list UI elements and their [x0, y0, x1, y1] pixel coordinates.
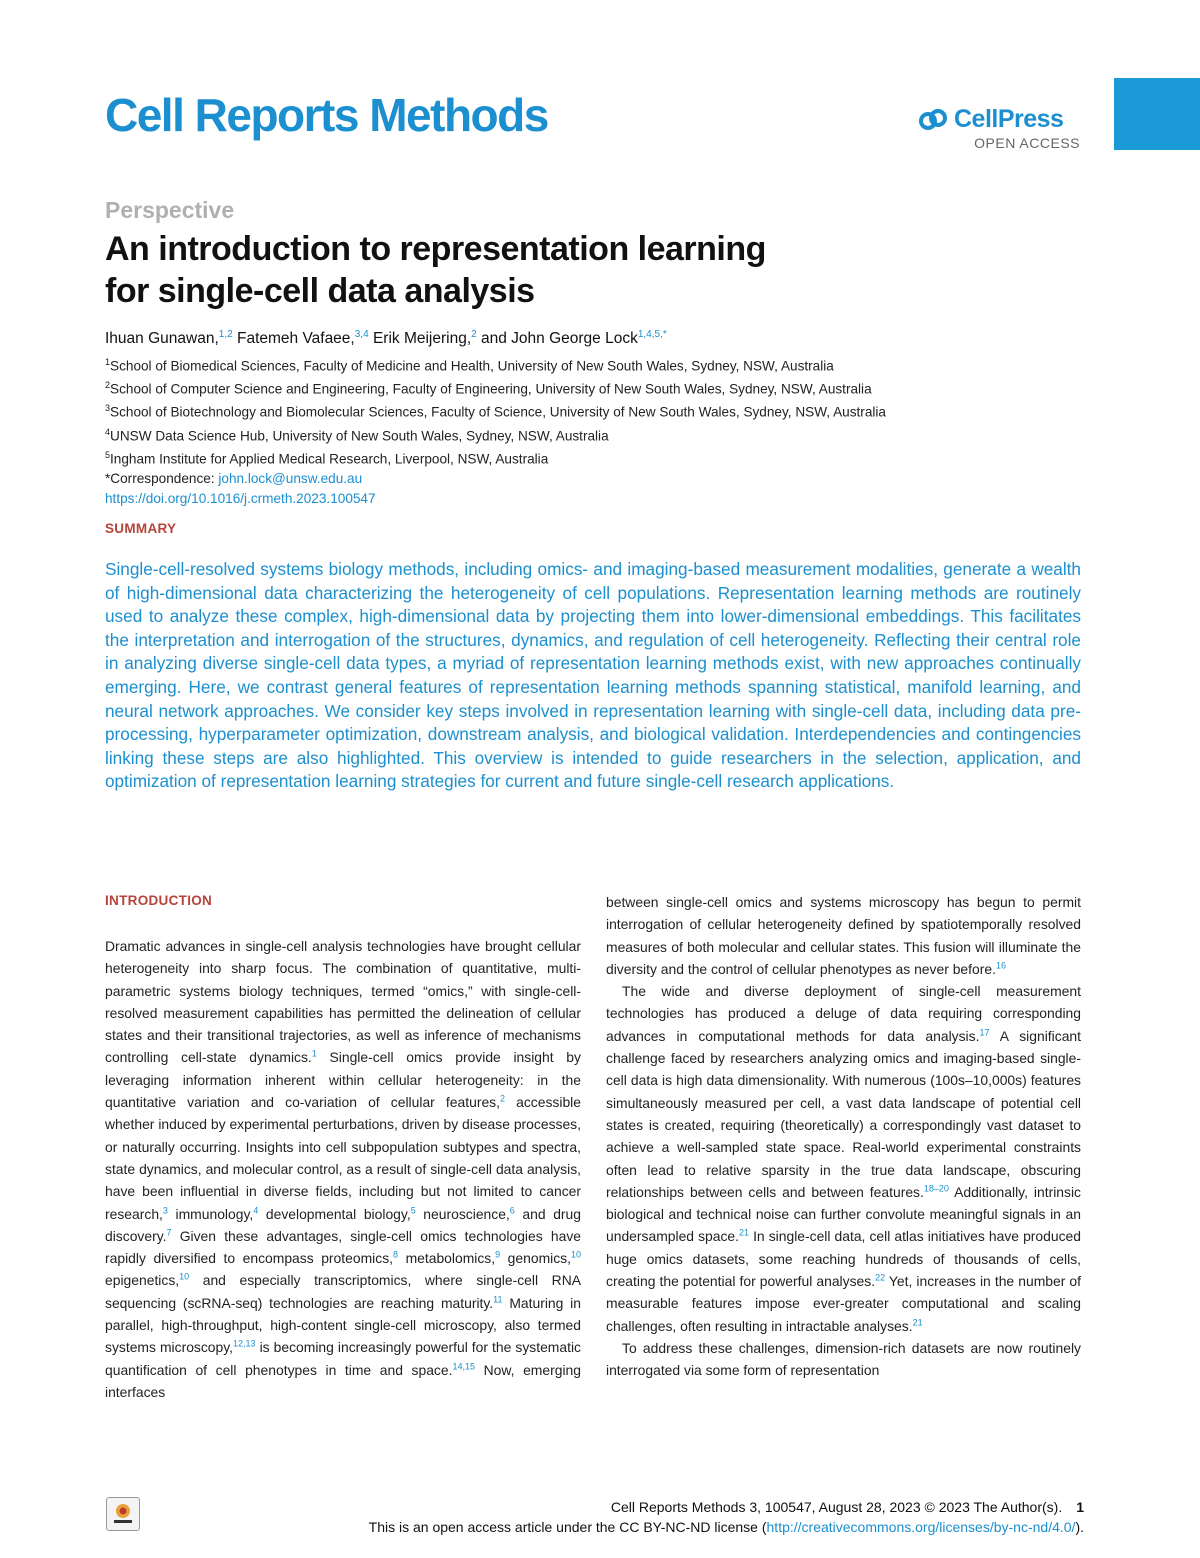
citation-ref[interactable]: 21 — [739, 1227, 750, 1238]
author-list — [105, 329, 667, 348]
text-run: and especially transcriptomics, where single-cell RNA sequencing (scRNA-seq) technologies are reaching maturity. — [105, 1272, 581, 1311]
journal-cover-icon — [107, 1498, 139, 1530]
author-name: Erik Meijering, — [368, 330, 472, 348]
text-run: and drug discovery. — [105, 1205, 582, 1244]
citation-ref[interactable]: 14,15 — [452, 1361, 475, 1372]
summary-heading: SUMMARY — [105, 521, 177, 536]
open-access-label: OPEN ACCESS — [974, 135, 1080, 151]
affiliation: $^3$School of Biotechnology and Biomolecular Sciences, Faculty of Science, University of New South Wales, Sydney, NSW, Australia — [105, 403, 886, 420]
text-run: Additionally, intrinsic biological and technical noise can further convolute meaningful signals in an undersampled space. — [606, 1183, 1081, 1245]
citation-ref[interactable]: 2 — [499, 1093, 505, 1104]
author-affil-ref[interactable]: 1,4,5,* — [637, 329, 667, 340]
text-run: To address these challenges, dimension-rich datasets are now routinely interrogated via some form of representation — [606, 1339, 1081, 1379]
text-run: Single-cell omics provide insight by leveraging information inherent within cellular heterogeneity: in the quantitative variation and co-variation of cellular features, — [105, 1049, 581, 1111]
citation-ref[interactable]: 5 — [410, 1204, 416, 1215]
intro-left-column — [105, 935, 581, 1403]
text-run: A significant challenge faced by researchers analyzing omics and imaging-based single-cell data is high data dimensionality. With numerous (100s–10,000s) features simultaneously measured per cell, a vast data landscape of potential cell states is created, requiring (theoretically) a correspondingly vast dataset to achieve a well-sampled state space. Real-world experimental constraints often lead to relative sparsity in the true data landscape, obscuring relationships between cells and between features. — [606, 1027, 1082, 1200]
citation-ref[interactable]: 10 — [179, 1271, 190, 1282]
text-run: between single-cell omics and systems microscopy has begun to permit interrogation of cellular heterogeneity defined by spatiotemporally resolved measures of both molecular and cellular states. This fusion will illuminate the diversity and the control of cellular phenotypes as never before. — [606, 894, 1081, 977]
text-run: developmental biology, — [258, 1205, 411, 1222]
affiliation: $^4$UNSW Data Science Hub, University of New South Wales, Sydney, NSW, Australia — [105, 426, 609, 444]
author-affil-ref[interactable]: 3,4 — [354, 329, 369, 340]
citation-ref[interactable]: 8 — [393, 1249, 399, 1260]
license-link[interactable]: http://creativecommons.org/licenses/by-nc-nd/4.0/ — [766, 1519, 1076, 1535]
text-run: Given these advantages, single-cell omics technologies have rapidly diversified to encompass proteomics, — [105, 1227, 581, 1267]
text-run: neuroscience, — [415, 1205, 510, 1222]
doi-link[interactable]: https://doi.org/10.1016/j.crmeth.2023.100547 — [105, 490, 376, 506]
citation-ref[interactable]: 12,13 — [233, 1338, 256, 1349]
citation-ref[interactable]: 10 — [570, 1249, 581, 1260]
citation-ref[interactable]: 6 — [509, 1204, 515, 1215]
summary-text: Single-cell-resolved systems biology methods, including omics- and imaging-based measurement modalities, generate a wealth of high-dimensional data characterizing the heterogeneity of cell populations. Representation learning methods are routinely used to analyze these complex, high-dimensional data by projecting them into lower-dimensional embeddings. This facilitates the interpretation and interrogation of the structures, dynamics, and regulation of cell heterogeneity. Reflecting their central role in analyzing diverse single-cell data types, a myriad of representation learning methods exist, with new approaches continually emerging. Here, we contrast general features of representation learning methods spanning statistical, manifold learning, and neural network approaches. We consider key steps involved in representation learning with single-cell data, including data pre-processing, hyperparameter optimization, downstream analysis, and biological validation. Interdependencies and contingencies linking these steps are also highlighted. This overview is intended to guide researchers in the selection, application, and optimization of representation learning strategies for current and future single-cell research applications. — [105, 559, 1081, 792]
affiliation-list — [105, 353, 886, 509]
footer-license — [369, 1519, 1084, 1535]
citation-ref[interactable]: 18–20 — [923, 1183, 949, 1194]
citation-ref[interactable]: 9 — [495, 1249, 501, 1260]
author-affil-ref[interactable]: 1,2 — [218, 329, 233, 340]
title-line: An introduction to representation learning — [105, 230, 766, 268]
citation-text: Cell Reports Methods 3, 100547, August 28, 2023 © 2023 The Author(s). — [610, 1499, 1063, 1515]
text-run: is becoming increasingly powerful for the systematic quantification of cell phenotypes in time and space. — [105, 1339, 581, 1378]
journal-title: Cell Reports Methods — [105, 89, 548, 141]
text-run: genomics, — [500, 1250, 571, 1267]
footer-citation — [611, 1499, 1084, 1515]
article-title — [105, 228, 766, 312]
citation-ref[interactable]: 16 — [995, 960, 1006, 971]
article-type: Perspective — [105, 197, 235, 223]
text-run: In single-cell data, cell atlas initiatives have produced huge omics datasets, some reaching hundreds of thousands of cells, creating the potential for powerful analyses. — [606, 1228, 1081, 1290]
license-prefix: This is an open access article under the CC BY-NC-ND license ( — [368, 1519, 767, 1535]
text-run: Maturing in parallel, high-throughput, high-content single-cell microscopy, also termed systems microscopy, — [105, 1294, 581, 1356]
doi — [105, 489, 886, 509]
citation-ref[interactable]: 3 — [162, 1204, 168, 1215]
citation-ref[interactable]: 11 — [493, 1294, 503, 1305]
text-run: Yet, increases in the number of measurable features impose ever-greater computational and scaling challenges, often resulting in intractable analyses. — [606, 1273, 1082, 1334]
affiliation: $^2$School of Computer Science and Engineering, Faculty of Engineering, University of New South Wales, Sydney, NSW, Australia — [105, 380, 872, 397]
page-number: 1 — [1076, 1499, 1084, 1515]
license-suffix: ). — [1075, 1519, 1084, 1535]
text-run: accessible whether induced by experimental perturbations, driven by disease processes, or naturally occurring. Insights into cell subpopulation subtypes and spectra, state dynamics, and molecular control, as a result of single-cell data analysis, have been influential in diverse fields, including but not limited to cancer research, — [105, 1094, 581, 1222]
author-name: Fatemeh Vafaee, — [232, 330, 355, 348]
footer-journal-logo — [106, 1497, 140, 1531]
citation-ref[interactable]: 1 — [311, 1048, 317, 1059]
text-run: metabolomics, — [398, 1250, 496, 1267]
citation-ref[interactable]: 4 — [253, 1204, 259, 1215]
text-run: immunology, — [167, 1205, 254, 1222]
author-affil-ref[interactable]: 2 — [471, 329, 477, 340]
title-line: for single-cell data analysis — [105, 272, 535, 310]
author-name: and John George Lock — [476, 330, 638, 348]
citation-ref[interactable]: 17 — [979, 1027, 990, 1038]
citation-ref[interactable]: 21 — [912, 1317, 923, 1328]
text-run: epigenetics, — [105, 1272, 180, 1289]
citation-ref[interactable]: 22 — [875, 1272, 886, 1283]
introduction-heading: INTRODUCTION — [105, 893, 213, 908]
cellpress-name: CellPress — [954, 105, 1064, 133]
intro-paragraph — [105, 935, 581, 1403]
correspondence-email-link[interactable]: john.lock@unsw.edu.au — [218, 471, 363, 487]
correspondence-label: *Correspondence: — [105, 471, 219, 487]
affiliation: $^5$Ingham Institute for Applied Medical Research, Liverpool, NSW, Australia — [105, 449, 549, 467]
intro-paragraph — [606, 980, 1081, 1337]
citation-ref[interactable]: 7 — [166, 1227, 172, 1238]
text-run: The wide and diverse deployment of single-cell measurement technologies has produced a deluge of data requiring corresponding advances in computational methods for data analysis. — [606, 983, 1081, 1044]
cellpress-logo[interactable] — [918, 105, 1063, 134]
author-name: Ihuan Gunawan, — [105, 330, 219, 348]
correspondence — [105, 469, 886, 489]
affiliation: $^1$School of Biomedical Sciences, Faculty of Medicine and Health, University of New South Wales, Sydney, NSW, Australia — [105, 357, 834, 374]
text-run: Dramatic advances in single-cell analysis technologies have brought cellular heterogeneity into sharp focus. The combination of quantitative, multi-parametric systems biology techniques, termed “omics,” with single-cell-resolved measurement capabilities has permitted the delineation of cellular states and their transitional trajectories, as well as inference of mechanisms controlling cell-state dynamics. — [105, 938, 581, 1066]
cellpress-chain-icon — [918, 109, 948, 131]
intro-paragraph — [606, 1337, 1081, 1382]
journal-color-tab — [1114, 78, 1200, 150]
intro-right-column — [606, 891, 1081, 1382]
text-run: Now, emerging interfaces — [105, 1361, 581, 1400]
intro-paragraph — [606, 891, 1081, 980]
